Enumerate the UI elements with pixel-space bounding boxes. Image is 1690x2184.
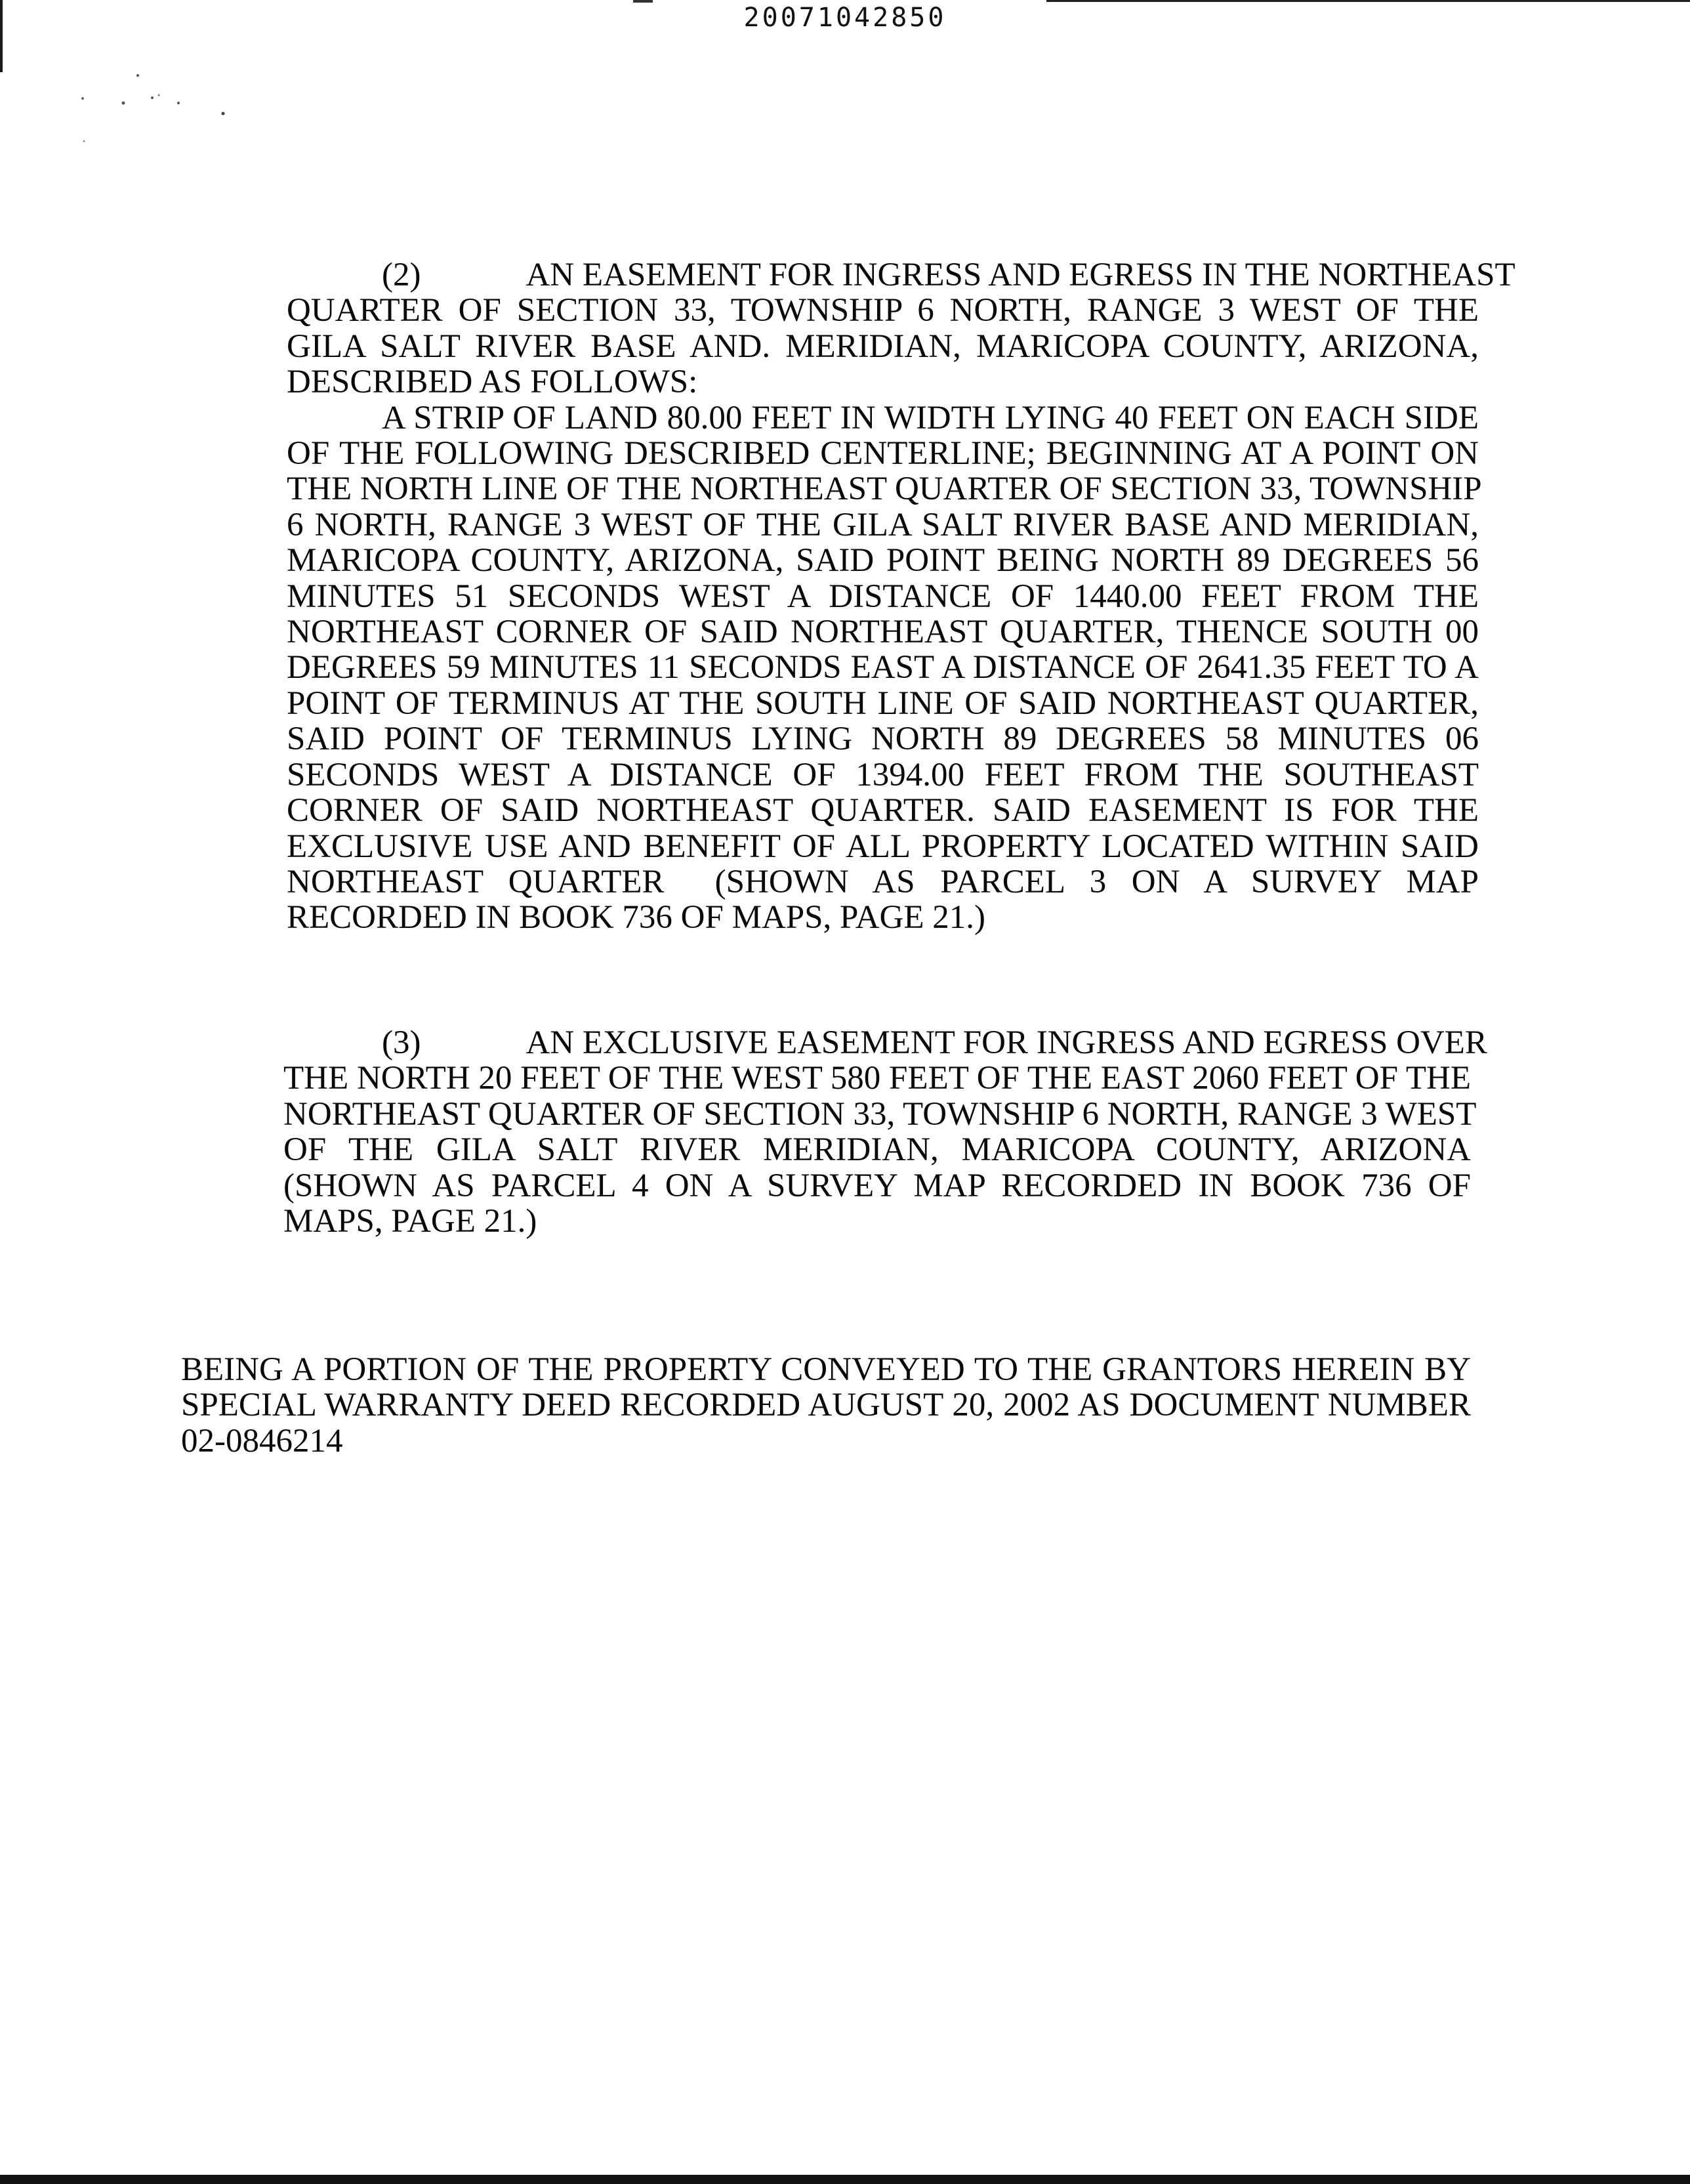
paragraph-3-line: MAPS, PAGE 21.) (283, 1203, 537, 1240)
paragraph-2-line: 6 NORTH, RANGE 3 WEST OF THE GILA SALT RIVER BASE AND MERIDIAN, (287, 506, 1479, 543)
paragraph-2-line: QUARTER OF SECTION 33, TOWNSHIP 6 NORTH, RANGE 3 WEST OF THE (287, 292, 1479, 329)
recording-number: 20071042850 (743, 3, 947, 33)
closing-line: 02-0846214 (181, 1422, 343, 1460)
paragraph-2-line-1: (2) AN EASEMENT FOR INGRESS AND EGRESS IN THE NORTHEAST (382, 257, 1515, 293)
paragraph-2-line: DEGREES 59 MINUTES 11 SECONDS EAST A DISTANCE OF 2641.35 FEET TO A (287, 649, 1479, 686)
scan-edge-bottom (0, 2175, 1690, 2184)
paragraph-2-line: GILA SALT RIVER BASE AND. MERIDIAN, MARICOPA COUNTY, ARIZONA, (287, 327, 1479, 365)
easement-paragraph-3 (283, 1024, 1487, 1240)
paragraph-2-line: OF THE FOLLOWING DESCRIBED CENTERLINE; BEGINNING AT A POINT ON (287, 435, 1479, 472)
paragraph-2-line: THE NORTH LINE OF THE NORTHEAST QUARTER OF SECTION 33, TOWNSHIP (287, 471, 1482, 508)
paragraph-2-line: A STRIP OF LAND 80.00 FEET IN WIDTH LYING 40 FEET ON EACH SIDE (382, 399, 1479, 436)
paragraph-2-line: NORTHEAST QUARTER (SHOWN AS PARCEL 3 ON A SURVEY MAP (287, 863, 1479, 900)
paragraph-3-line: (SHOWN AS PARCEL 4 ON A SURVEY MAP RECORDED IN BOOK 736 OF (283, 1167, 1471, 1204)
closing-line: BEING A PORTION OF THE PROPERTY CONVEYED TO THE GRANTORS HEREIN BY (181, 1351, 1471, 1388)
paragraph-2-line: CORNER OF SAID NORTHEAST QUARTER. SAID EASEMENT IS FOR THE (287, 792, 1479, 830)
paragraph-2-line: MINUTES 51 SECONDS WEST A DISTANCE OF 1440.00 FEET FROM THE (287, 578, 1479, 615)
paragraph-2-line: RECORDED IN BOOK 736 OF MAPS, PAGE 21.) (287, 899, 985, 936)
paragraph-2-line: SECONDS WEST A DISTANCE OF 1394.00 FEET FROM THE SOUTHEAST (287, 756, 1479, 793)
paragraph-3-line: THE NORTH 20 FEET OF THE WEST 580 FEET OF THE EAST 2060 FEET OF THE (283, 1060, 1471, 1097)
paragraph-2-line: NORTHEAST CORNER OF SAID NORTHEAST QUARTER, THENCE SOUTH 00 (287, 614, 1479, 651)
paragraph-2-line: POINT OF TERMINUS AT THE SOUTH LINE OF SAID NORTHEAST QUARTER, (287, 684, 1479, 722)
scan-specks (79, 69, 249, 154)
paragraph-3-line-1: (3) AN EXCLUSIVE EASEMENT FOR INGRESS AND EGRESS OVER (382, 1024, 1487, 1061)
paragraph-2-line: EXCLUSIVE USE AND BENEFIT OF ALL PROPERTY LOCATED WITHIN SAID (287, 828, 1479, 865)
paragraph-2-line: MARICOPA COUNTY, ARIZONA, SAID POINT BEING NORTH 89 DEGREES 56 (287, 542, 1479, 579)
paragraph-3-line: OF THE GILA SALT RIVER MERIDIAN, MARICOPA COUNTY, ARIZONA (283, 1131, 1471, 1169)
paragraph-2-number: (2) (382, 257, 421, 293)
closing-paragraph (181, 1352, 1471, 1459)
paragraph-3-number: (3) (382, 1024, 421, 1061)
easement-paragraph-2 (287, 257, 1515, 936)
closing-line: SPECIAL WARRANTY DEED RECORDED AUGUST 20, 2002 AS DOCUMENT NUMBER (181, 1387, 1471, 1424)
paragraph-2-line: SAID POINT OF TERMINUS LYING NORTH 89 DEGREES 58 MINUTES 06 (287, 721, 1479, 758)
paragraph-3-line: NORTHEAST QUARTER OF SECTION 33, TOWNSHIP 6 NORTH, RANGE 3 WEST (283, 1095, 1477, 1133)
paragraph-2-line: DESCRIBED AS FOLLOWS: (287, 364, 698, 401)
scan-edge-top (1046, 0, 1690, 2)
